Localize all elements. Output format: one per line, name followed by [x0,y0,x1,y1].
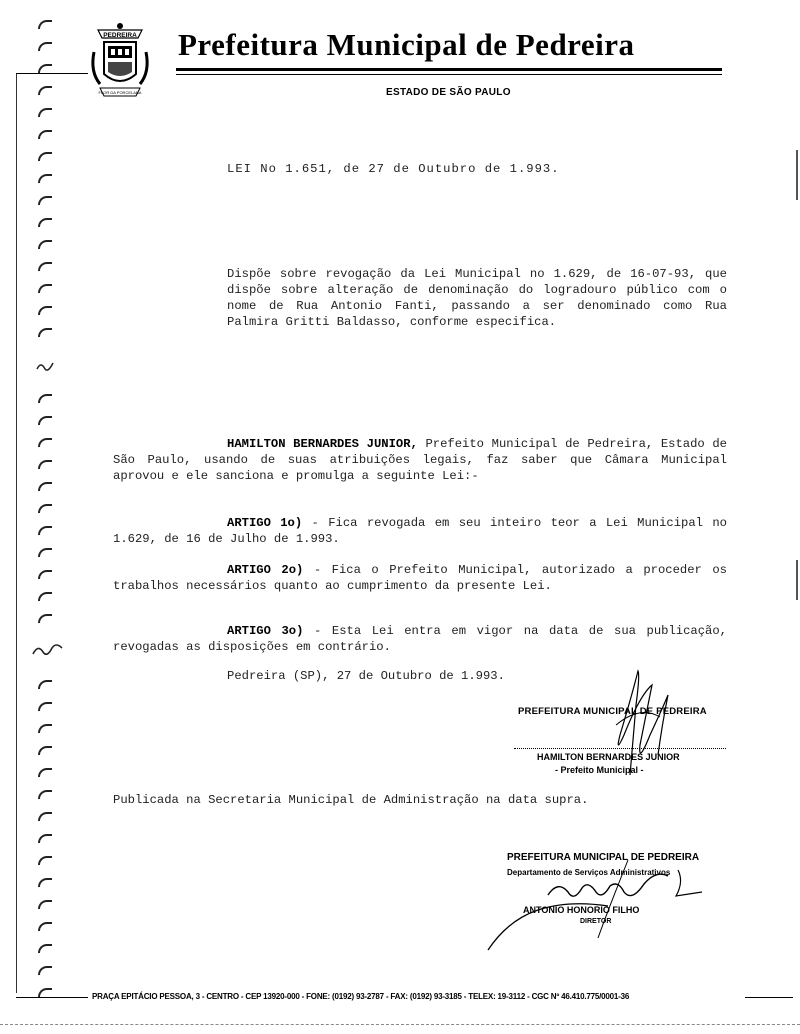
preamble-text: Prefeito Municipal de Pedreira, Estado de São Paulo, usando de suas atribuições legais, faz saber que Câmara Municipal aprovou e ele sanciona e promulga a seguinte Lei:- [113,437,727,483]
article-3-label: ARTIGO 3o) [227,624,304,638]
header-rule [176,68,722,71]
footer-rule [745,997,793,998]
article-2 [113,562,727,594]
signature-office: PREFEITURA MUNICIPAL DE PEDREIRA [518,706,707,717]
law-heading: LEI No 1.651, de 27 de Outubro de 1.993. [227,162,560,176]
article-2-text: - Fica o Prefeito Municipal, autorizado a proceder os trabalhos necessários quanto ao cumprimento da presente Lei. [113,563,727,593]
page-edge-mark [796,150,798,200]
state-subtitle: ESTADO DE SÃO PAULO [386,87,511,98]
header-rule [176,74,722,75]
margin-pen-mark [30,640,66,664]
svg-text:PEDREIRA: PEDREIRA [103,32,137,39]
publication-note: Publicada na Secretaria Municipal de Administração na data supra. [113,793,589,807]
law-summary: Dispõe sobre revogação da Lei Municipal no 1.629, de 16-07-93, que dispõe sobre alteração de denominação do logradouro público com o nome de Rua Antonio Fanti, passando a ser denominado como Rua Palmira Gritti Baldasso, conforme especifica. [227,267,727,329]
place-date: Pedreira (SP), 27 de Outubro de 1.993. [227,669,505,683]
header-rule [16,73,88,74]
signatory-role: - Prefeito Municipal - [555,765,644,775]
handwritten-signature [580,665,690,780]
signatory-name: HAMILTON BERNARDES JUNIOR [537,752,680,762]
stamp-signatory-role: DIRETOR [580,918,612,925]
margin-pen-mark [33,355,63,375]
article-2-label: ARTIGO 2o) [227,563,304,577]
stamp-department: Departamento de Serviços Administrativos [507,868,671,877]
article-1-text: - Fica revogada em seu inteiro teor a Lei Municipal no 1.629, de 16 de Julho de 1.993. [113,516,727,546]
scan-edge [0,1024,800,1025]
preamble-paragraph [113,436,727,484]
stamp-signatory-name: ANTONIO HONORIO FILHO [523,905,640,915]
article-3 [113,623,727,655]
footer-address: PRAÇA EPITÁCIO PESSOA, 3 - CENTRO - CEP 13920-000 - FONE: (0192) 93-2787 - FAX: (0192) 93-3185 - TELEX: 19-3112 - CGC Nº 46.410.775/0001-36 [92,992,630,1001]
article-3-text: - Esta Lei entra em vigor na data de sua publicação, revogadas as disposições em contrário. [113,624,727,654]
page-frame-left [16,73,17,993]
page-title: Prefeitura Municipal de Pedreira [178,27,635,62]
signature-line [514,748,726,749]
mayor-name: HAMILTON BERNARDES JUNIOR, [227,437,418,451]
page-edge-mark [796,560,798,600]
svg-text:FLOR DA PORCELANA: FLOR DA PORCELANA [98,90,142,95]
municipal-crest-logo [88,22,152,114]
binder-holes [38,20,58,1020]
stamp-office: PREFEITURA MUNICIPAL DE PEDREIRA [507,852,700,863]
footer-rule [16,997,88,998]
article-1-label: ARTIGO 1o) [227,516,303,530]
article-1 [113,515,727,547]
